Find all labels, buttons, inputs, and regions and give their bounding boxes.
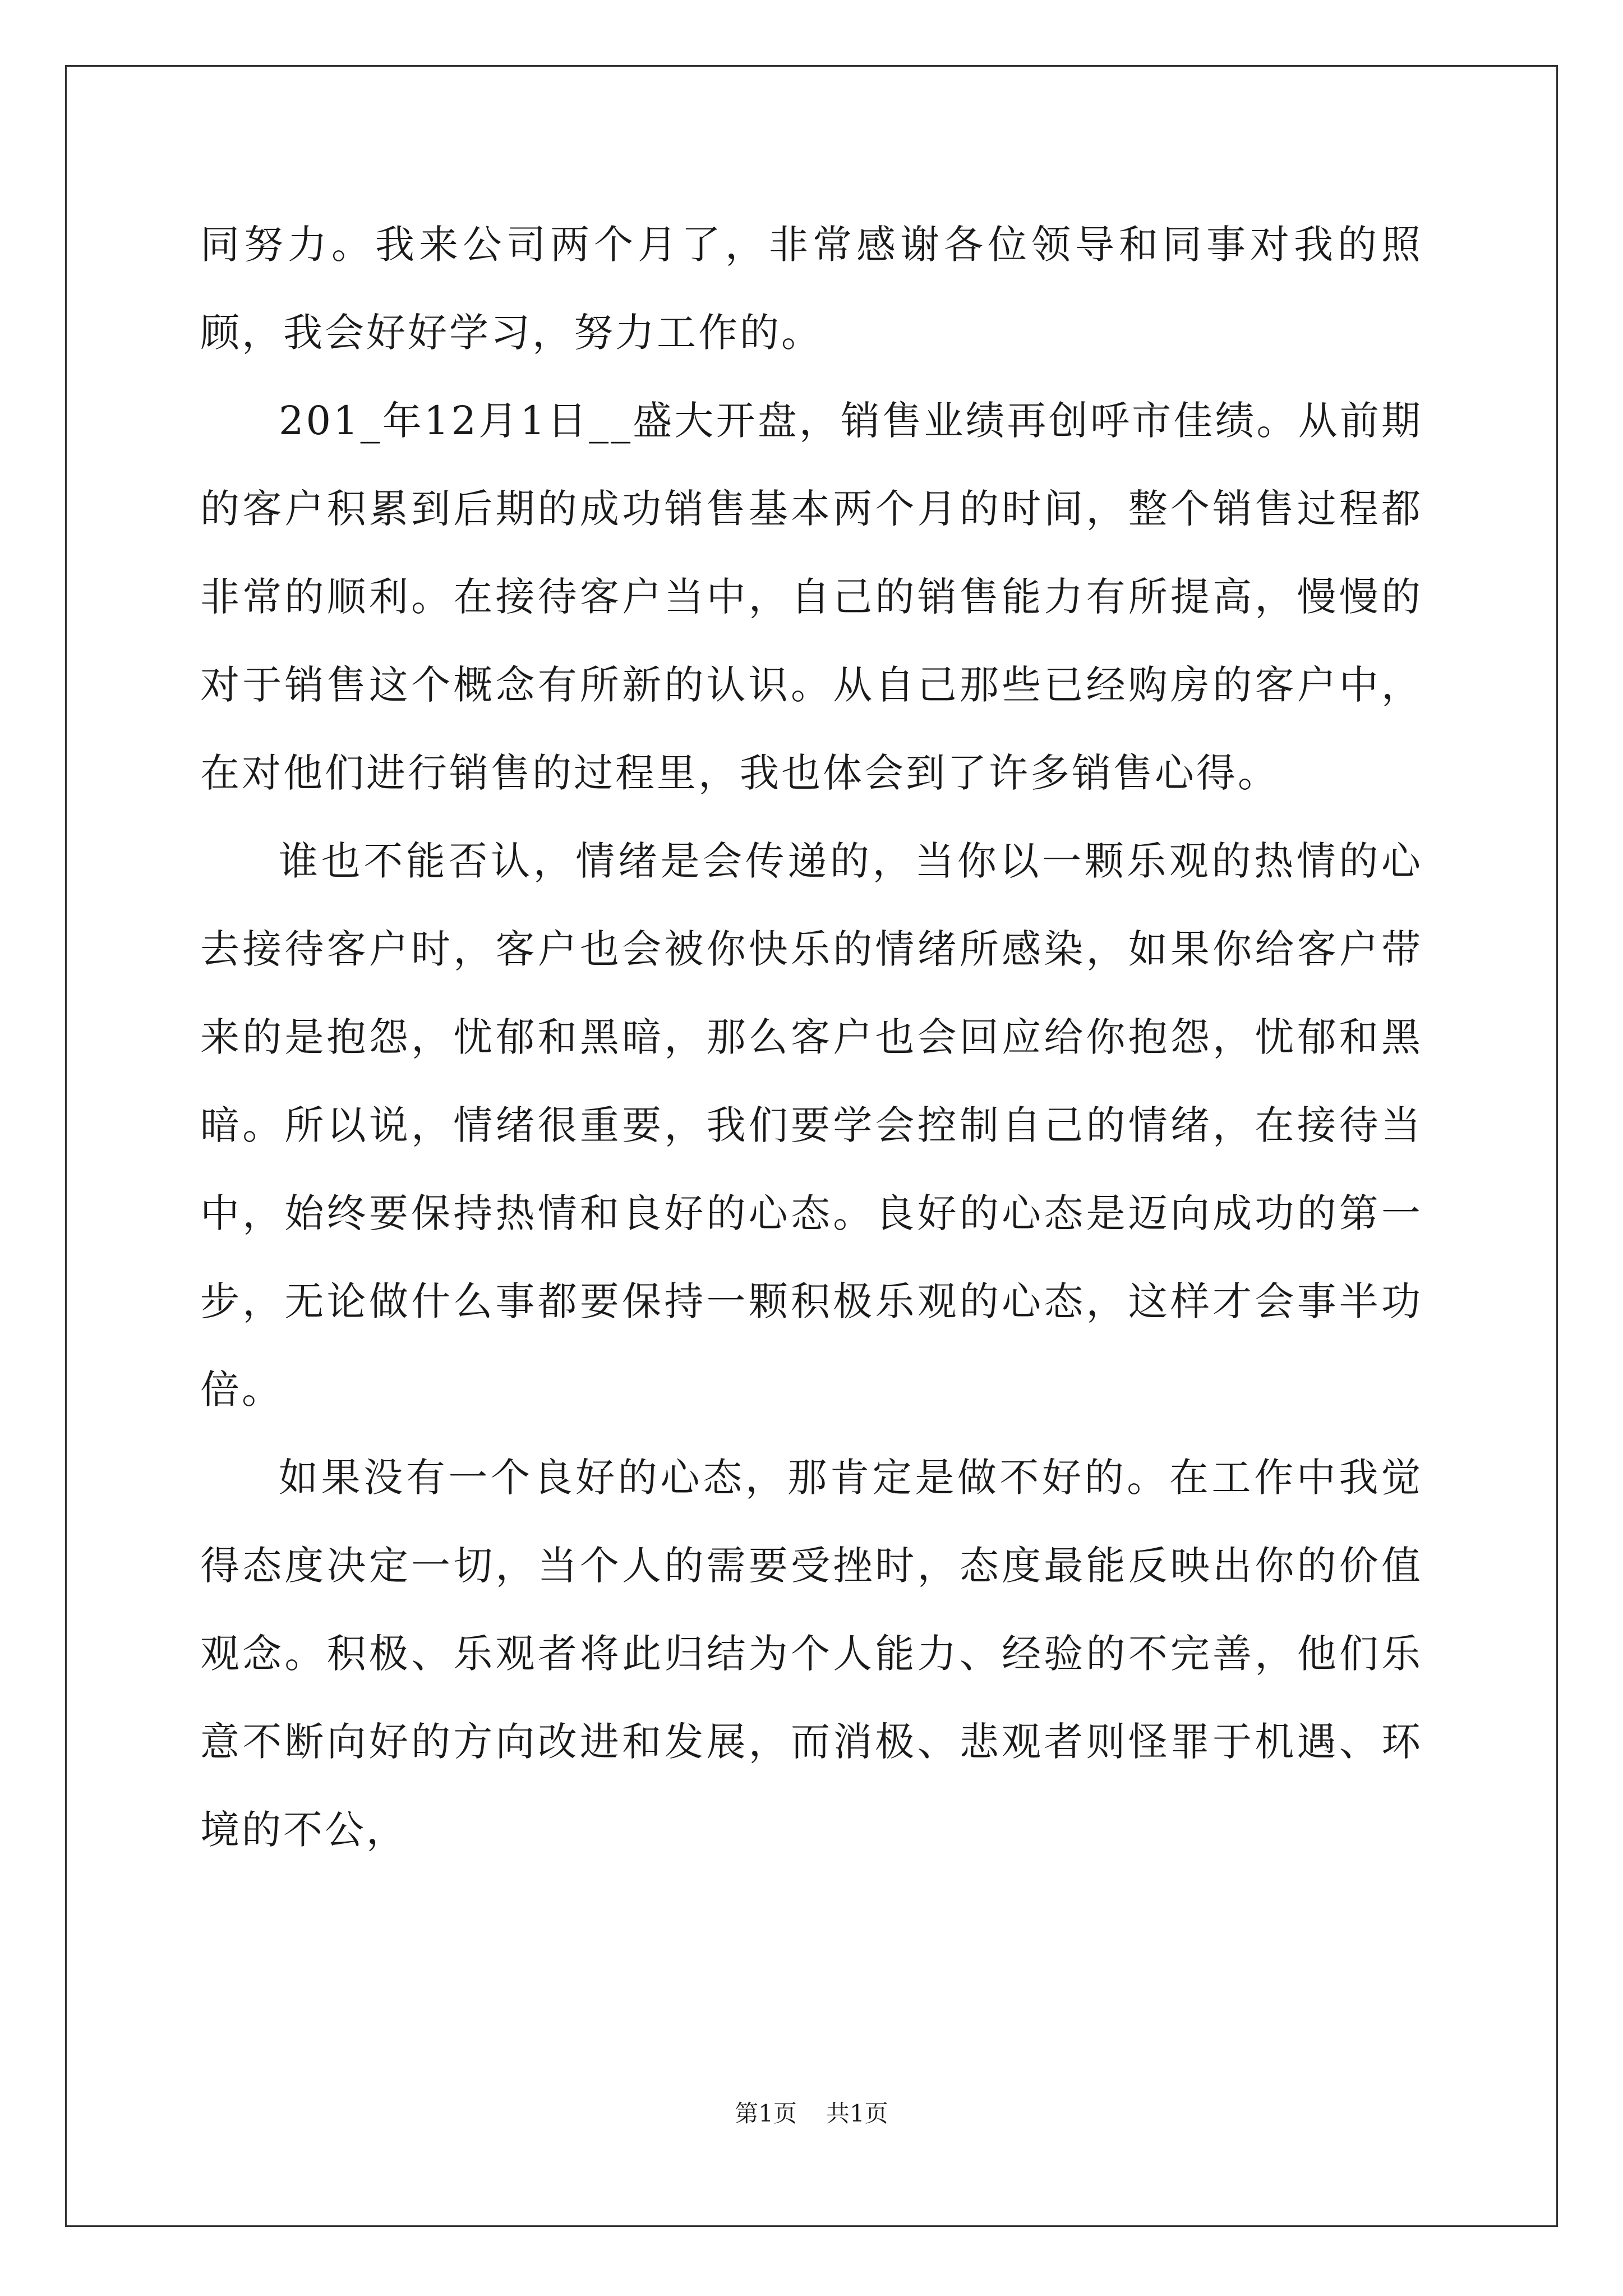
- page-number-current: 第1页: [735, 2100, 797, 2127]
- page-number-total: 共1页: [826, 2100, 888, 2127]
- paragraph-2: 201_年12月1日__盛大开盘，销售业绩再创呼市佳绩。从前期的客户积累到后期的成功销售基本两个月的时间，整个销售过程都非常的顺利。在接待客户当中，自己的销售能力有所提高，慢慢的对于销售这个概念有所新的认识。从自己那些已经购房的客户中，在对他们进行销售的过程里，我也体会到了许多销售心得。: [200, 398, 1423, 796]
- paragraph-3: 谁也不能否认，情绪是会传递的，当你以一颗乐观的热情的心去接待客户时，客户也会被你快乐的情绪所感染，如果你给客户带来的是抱怨，忧郁和黑暗，那么客户也会回应给你抱怨，忧郁和黑暗。所以说，情绪很重要，我们要学会控制自己的情绪，在接待当中，始终要保持热情和良好的心态。良好的心态是迈向成功的第一步，无论做什么事都要保持一颗积极乐观的心态，这样才会事半功倍。: [200, 838, 1423, 1412]
- paragraph-4: 如果没有一个良好的心态，那肯定是做不好的。在工作中我觉得态度决定一切，当个人的需要受挫时，态度最能反映出你的价值观念。积极、乐观者将此归结为个人能力、经验的不完善，他们乐意不断向好的方向改进和发展，而消极、悲观者则怪罪于机遇、环境的不公，: [200, 1455, 1423, 1853]
- paragraph-1: 同努力。我来公司两个月了，非常感谢各位领导和同事对我的照顾，我会好好学习，努力工作的。: [200, 222, 1423, 356]
- document-body: [200, 201, 1423, 1874]
- page-footer: [0, 2095, 1623, 2129]
